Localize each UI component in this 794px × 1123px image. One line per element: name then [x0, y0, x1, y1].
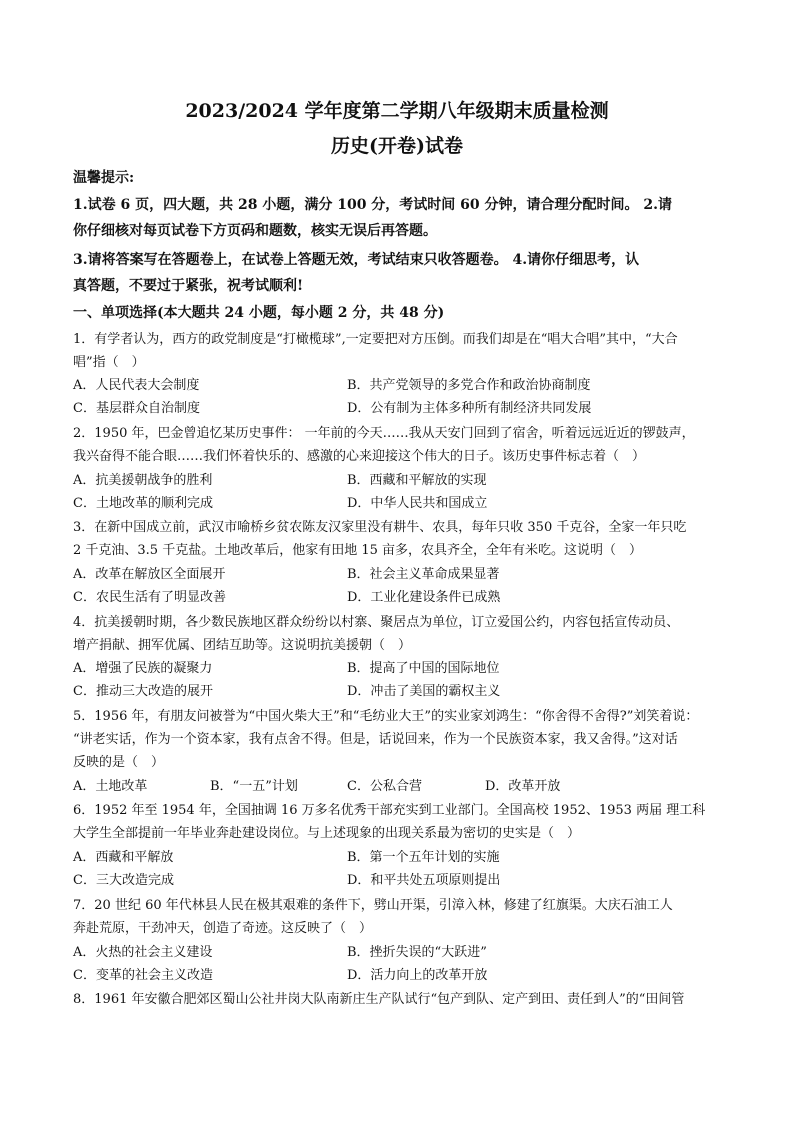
question-stem: 7．20 世纪 60 年代林县人民在极其艰难的条件下，劈山开渠，引漳入林，修建了红旗渠。大庆石油工人	[73, 898, 673, 913]
question-stem: 奔赴荒原，干劲冲天，创造了奇迹。这反映了（ ）	[73, 921, 373, 936]
option-a: A．人民代表大会制度	[73, 378, 200, 393]
option-c: C．基层群众自治制度	[73, 401, 200, 416]
notice-line: 1.试卷 6 页，四大题，共 28 小题，满分 100 分，考试时间 60 分钟，请合理分配时间。 2.请	[73, 197, 673, 213]
question-stem: 2．1950 年，巴金曾追忆某历史事件： 一年前的今天……我从天安门回到了宿舍，听着远远近近的锣鼓声，	[73, 426, 695, 441]
question-stem: 4．抗美援朝时期，各少数民族地区群众纷纷以村寨、聚居点为单位，订立爱国公约，内容包括宣传动员、	[73, 615, 680, 630]
question-stem: 2 千克油、3.5 千克盐。土地改革后，他家有田地 15 亩多，农具齐全，全年有米吃。这说明（ ）	[73, 543, 643, 558]
question-stem: 我兴奋得不能合眼……我们怀着快乐的、感激的心来迎接这个伟大的日子。该历史事件标志着（ ）	[73, 449, 646, 464]
option-c: C．公私合营	[347, 779, 422, 794]
question-stem: 反映的是（ ）	[73, 755, 165, 770]
question-stem: 3．在新中国成立前，武汉市喻桥乡贫农陈友汉家里没有耕牛、农具，每年只收 350 千克谷，全家一年只吃	[73, 520, 687, 535]
option-d: D．公有制为主体多种所有制经济共同发展	[347, 401, 592, 416]
option-b: B．社会主义革命成果显著	[347, 567, 500, 582]
option-a: A．增强了民族的凝聚力	[73, 661, 213, 676]
exam-title: 2023/2024 学年度第二学期八年级期末质量检测	[185, 100, 609, 122]
question-stem: 增产捐献、拥军优属、团结互助等。这说明抗美援朝（ ）	[73, 638, 412, 653]
option-a: A．火热的社会主义建设	[73, 945, 213, 960]
notice-heading: 温馨提示:	[73, 170, 135, 186]
option-a: A．土地改革	[73, 779, 148, 794]
option-c: C．三大改造完成	[73, 873, 174, 888]
option-d: D．活力向上的改革开放	[347, 968, 488, 983]
section-heading: 一、单项选择(本大题共 24 小题，每小题 2 分，共 48 分)	[73, 305, 445, 321]
option-c: C．农民生活有了明显改善	[73, 590, 226, 605]
question-stem: 6．1952 年至 1954 年，全国抽调 16 万多名优秀干部充实到工业部门。全国高校 1952、1953 两届 理工科	[73, 803, 706, 818]
notice-line: 真答题，不要过于紧张，祝考试顺利!	[73, 278, 304, 294]
notice-line: 3.请将答案写在答题卷上，在试卷上答题无效，考试结束只收答题卷。 4.请你仔细思考，认	[73, 252, 640, 268]
option-d: D．改革开放	[485, 779, 561, 794]
question-stem: 8．1961 年安徽合肥郊区蜀山公社井岗大队南新庄生产队试行“包产到队、定产到田、责任到人”的“田间管	[73, 992, 685, 1007]
question-stem: 5．1956 年，有朋友问被誉为“中国火柴大王”和“毛纺业大王”的实业家刘鸿生：“你舍得不舍得?”刘笑着说：	[73, 709, 699, 724]
option-d: D．和平共处五项原则提出	[347, 873, 501, 888]
option-b: B．共产党领导的多党合作和政治协商制度	[347, 378, 591, 393]
option-a: A．西藏和平解放	[73, 850, 174, 865]
option-a: A．抗美援朝战争的胜利	[73, 473, 213, 488]
option-b: B．西藏和平解放的实现	[347, 473, 487, 488]
option-d: D．工业化建设条件已成熟	[347, 590, 501, 605]
option-b: B．挫折失误的“大跃进”	[347, 945, 487, 960]
question-stem: 大学生全部提前一年毕业奔赴建设岗位。与上述现象的出现关系最为密切的史实是（ ）	[73, 826, 581, 841]
question-stem: 唱”指（ ）	[73, 355, 145, 370]
option-c: C．变革的社会主义改造	[73, 968, 213, 983]
option-b: B．第一个五年计划的实施	[347, 850, 500, 865]
option-d: D．冲击了美国的霸权主义	[347, 684, 501, 699]
question-stem: 1．有学者认为，西方的政党制度是“打橄榄球”,一定要把对方压倒。而我们却是在“唱大合唱”其中，“大合	[73, 332, 678, 347]
option-b: B．提高了中国的国际地位	[347, 661, 500, 676]
option-c: C．推动三大改造的展开	[73, 684, 213, 699]
option-d: D．中华人民共和国成立	[347, 496, 488, 511]
question-stem: “讲老实话，作为一个资本家，我有点舍不得。但是，话说回来，作为一个民族资本家，我又舍得。”这对话	[73, 732, 678, 747]
option-c: C．土地改革的顺利完成	[73, 496, 213, 511]
option-a: A．改革在解放区全面展开	[73, 567, 226, 582]
exam-subtitle: 历史(开卷)试卷	[331, 135, 463, 157]
notice-line: 你仔细核对每页试卷下方页码和题数，核实无误后再答题。	[73, 223, 437, 239]
option-b: B．“一五”计划	[210, 779, 298, 794]
